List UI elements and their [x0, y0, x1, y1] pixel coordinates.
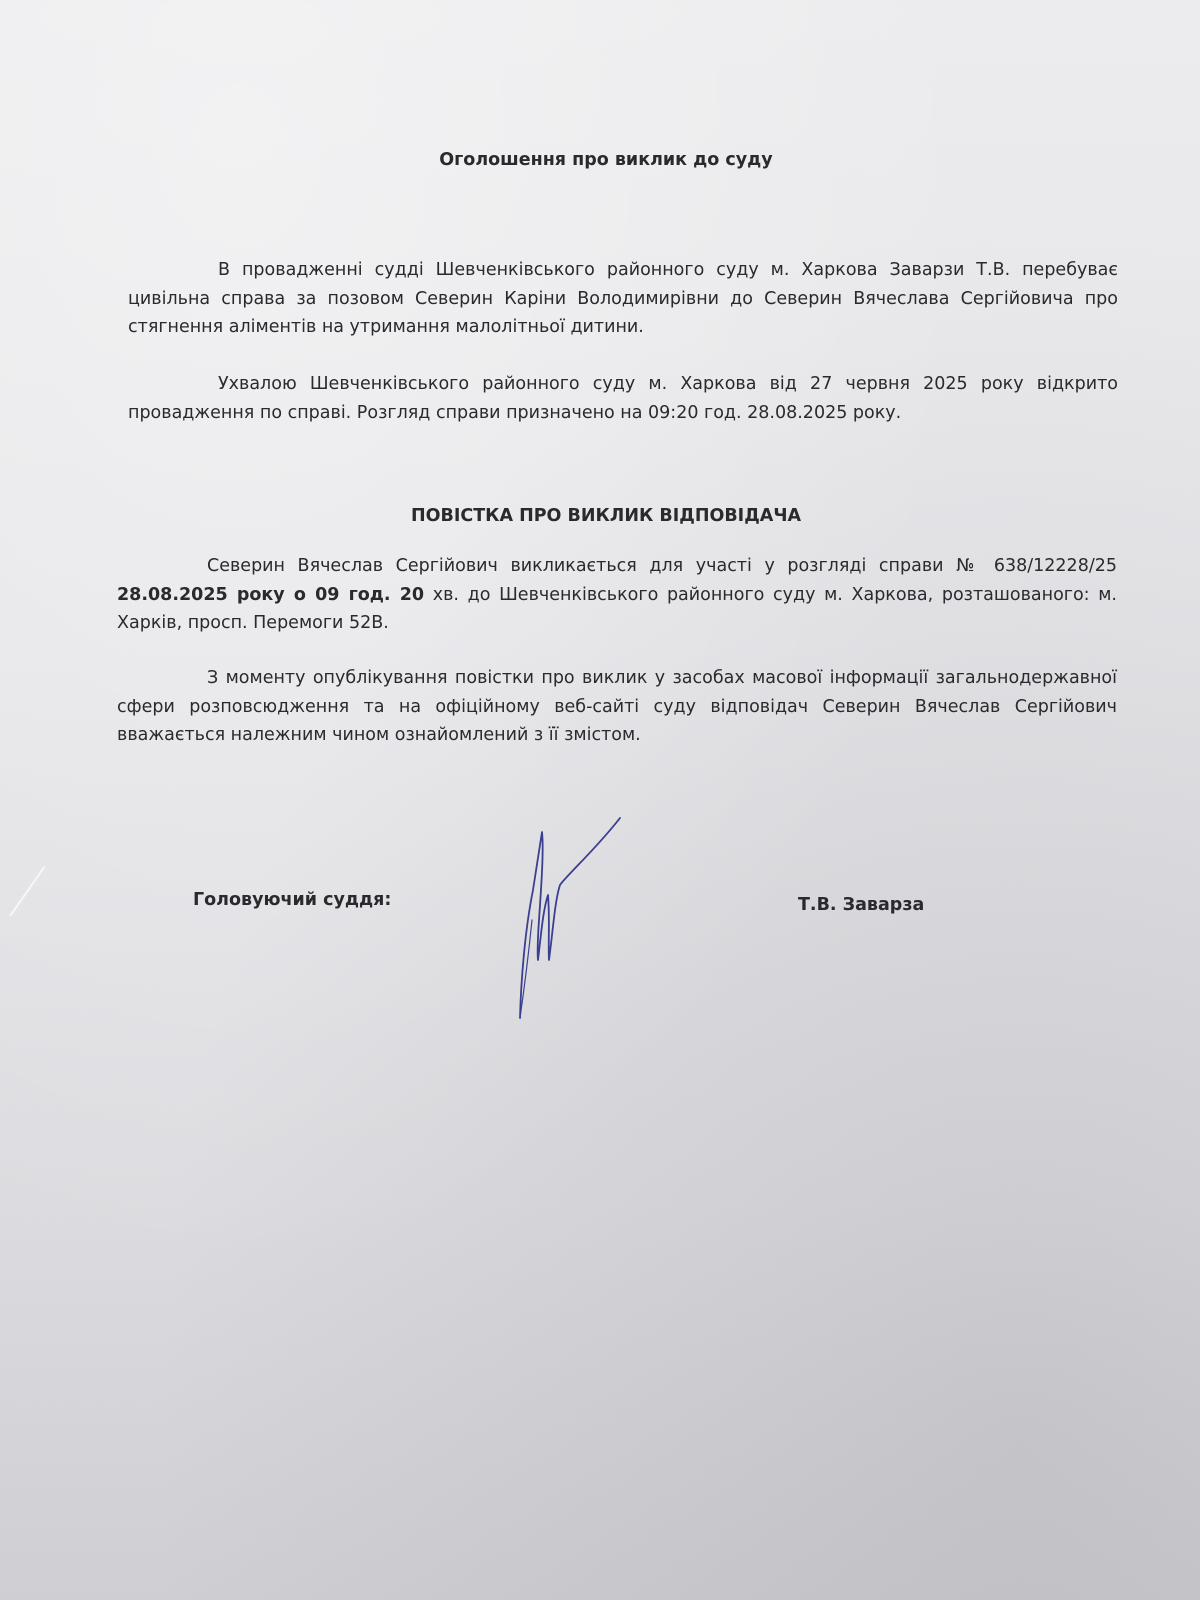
presiding-judge-label: Головуючий суддя: — [193, 890, 392, 910]
paragraph-case-info: В провадженні судді Шевченківського районного суду м. Харкова Заварзи Т.В. перебуває цивільна справа за позовом Северин Каріни Володимирівни до Северин Вячеслава Сергійовича про стягнення аліментів на утримання малолітньої дитини. — [128, 260, 1118, 337]
summons-date-time: 28.08.2025 року о 09 год. 20 — [117, 584, 425, 605]
paragraph-summons — [117, 552, 1117, 638]
document-title: Оголошення про виклик до суду — [439, 150, 773, 170]
judge-name: Т.В. Заварза — [798, 895, 925, 915]
handwritten-signature — [515, 810, 635, 1020]
summons-title: ПОВІСТКА ПРО ВИКЛИК ВІДПОВІДАЧА — [410, 506, 802, 526]
summons-text-start: Северин Вячеслав Сергійович викликається для участі у розгляді справи № 638/12228/25 — [207, 556, 1117, 576]
summons-text-end: хв. до Шевченківського районного суду м. Харкова, розташованого: м. Харків, просп. Перемоги 52В. — [117, 584, 1117, 633]
paragraph-notice: З моменту опублікування повістки про виклик у засобах масової інформації загальнодержавної сфери розповсюдження та на офіційному веб-сайті суду відповідач Северин Вячеслав Сергійович вважається належним чином ознайомлений з її змістом. — [117, 668, 1117, 745]
paragraph-ruling: Ухвалою Шевченківського районного суду м. Харкова від 27 червня 2025 року відкрито провадження по справі. Розгляд справи призначено на 09:20 год. 28.08.2025 року. — [128, 374, 1118, 423]
paper-fold-mark — [9, 866, 45, 916]
